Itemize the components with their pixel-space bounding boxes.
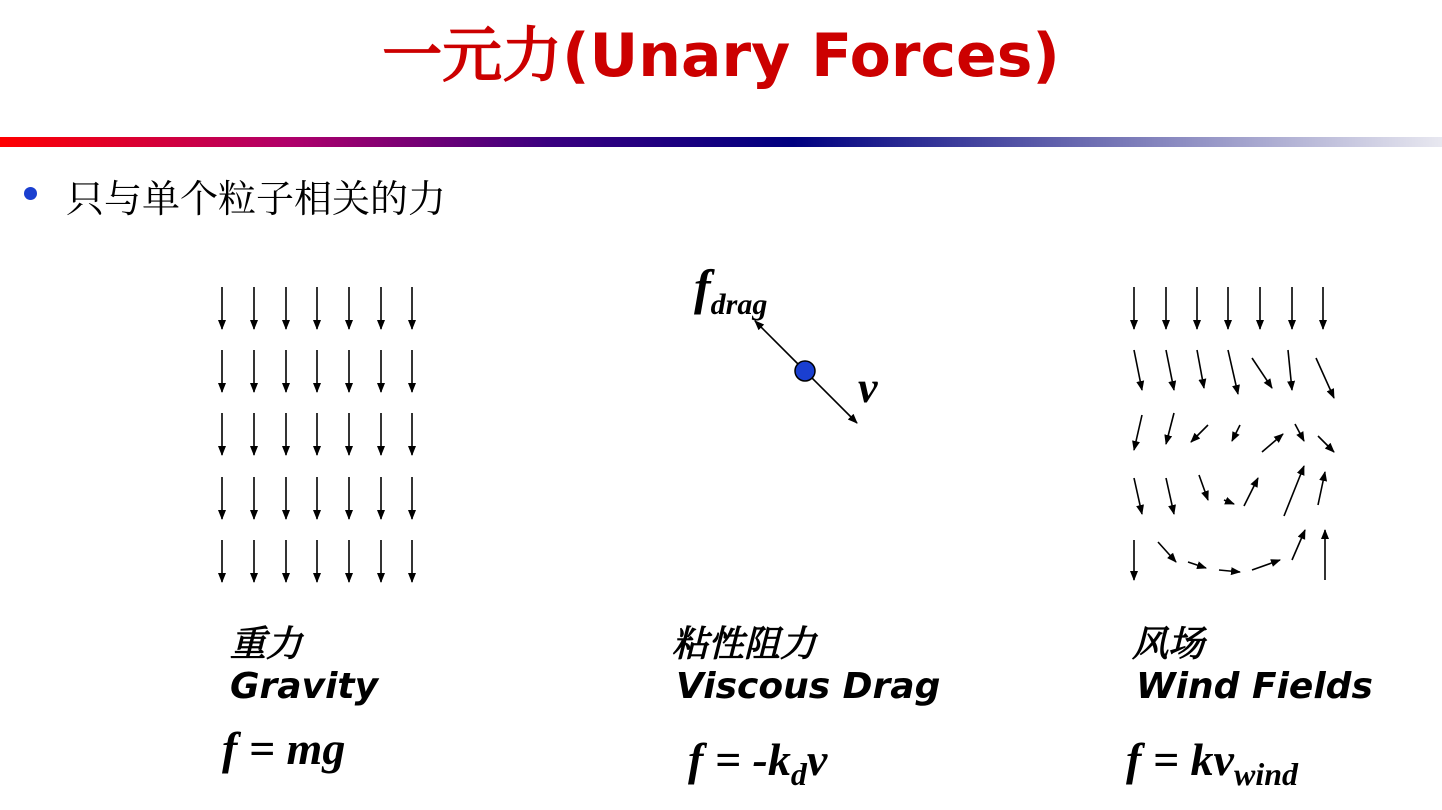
wind-arrow: [1191, 425, 1208, 442]
wind-arrow: [1316, 358, 1334, 398]
wind-arrow: [1199, 475, 1208, 500]
wind-arrow: [1219, 570, 1240, 572]
gravity-name-en: Gravity: [230, 666, 379, 707]
bullet-text: 只与单个粒子相关的力: [66, 177, 447, 221]
wind-arrow: [1318, 436, 1334, 452]
velocity-arrow: [805, 371, 857, 423]
drag-formula: $f = -k_dv$: [688, 734, 828, 792]
wind-formula: $f = kv_{wind}$: [1126, 734, 1298, 792]
drag-name-zh: 粘性阻力: [672, 624, 817, 665]
wind-arrow: [1166, 478, 1174, 514]
wind-arrow: [1158, 542, 1176, 562]
wind-arrow: [1228, 350, 1238, 394]
wind-field: [1134, 287, 1334, 580]
wind-name-zh: 风场: [1132, 624, 1205, 665]
drag-force-subscript: drag: [710, 288, 768, 321]
wind-arrow: [1232, 425, 1240, 441]
wind-arrow: [1188, 562, 1206, 568]
wind-arrow: [1197, 350, 1204, 388]
wind-arrow: [1295, 424, 1304, 441]
wind-arrow: [1262, 434, 1283, 452]
wind-arrow: [1166, 350, 1174, 390]
wind-arrow: [1244, 478, 1258, 506]
wind-arrow: [1292, 530, 1305, 560]
wind-arrow: [1134, 415, 1142, 450]
wind-arrow: [1288, 350, 1292, 390]
gravity-name-zh: 重力: [230, 624, 303, 665]
wind-arrow: [1252, 358, 1272, 388]
gravity-formula: f = mg: [222, 723, 346, 774]
gravity-field: [222, 287, 412, 582]
wind-arrow: [1224, 500, 1234, 504]
velocity-label: v: [858, 363, 878, 412]
wind-arrow: [1166, 413, 1174, 444]
particle: [795, 361, 815, 381]
wind-arrow: [1134, 350, 1142, 390]
wind-name-en: Wind Fields: [1136, 666, 1373, 707]
wind-arrow: [1134, 478, 1142, 514]
wind-arrow: [1284, 466, 1304, 516]
slide-title: 一元力(Unary Forces): [382, 21, 1060, 91]
drag-force-label: $f_{drag}$: [694, 259, 768, 321]
wind-arrow: [1252, 560, 1280, 570]
drag-diagram: [755, 321, 857, 423]
wind-arrow: [1318, 472, 1325, 505]
drag-name-en: Viscous Drag: [676, 666, 941, 707]
